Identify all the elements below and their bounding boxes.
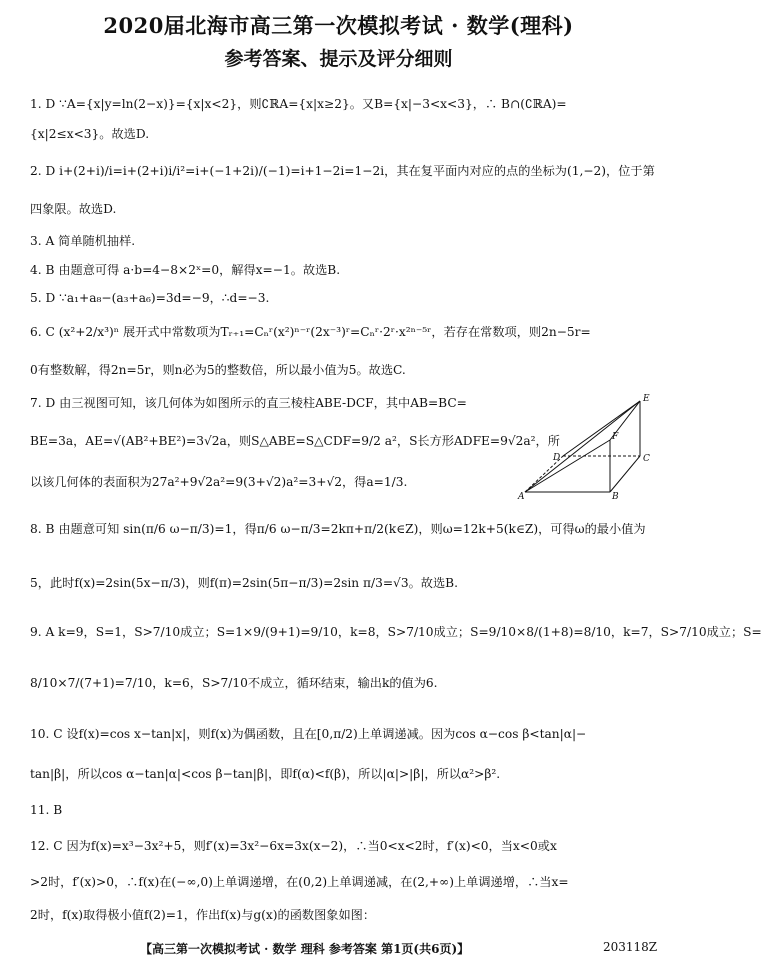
answer-line: 2时，f(x)取得极小值f(2)=1，作出f(x)与g(x)的函数图象如图： [30,908,376,922]
answer-line: 0有整数解，得2n=5r，则n必为5的整数倍，所以最小值为5。故选C. [30,363,406,377]
answer-line: {x|2≤x<3}。故选D. [30,127,150,141]
answer-line: >2时，f′(x)>0，∴f(x)在(−∞,0)上单调递增，在(0,2)上单调递减，在(2,+∞)上单调递增，∴当x= [30,875,569,889]
vertex-label: D [553,453,561,463]
vertex-label: C [643,454,650,464]
answer-line: 1. D ∵A={x|y=ln(2−x)}={x|x<2}，则∁ℝA={x|x≥2}。又B={x|−3<x<3}，∴ B∩(∁ℝA)= [30,97,567,111]
answer-line: 以该几何体的表面积为27a²+9√2a²=9(3+√2)a²=3+√2，得a=1/3. [30,475,408,489]
answer-line: 9. A k=9，S=1，S>7/10成立；S=1×9/(9+1)=9/10，k=8，S>7/10成立；S=9/10×8/(1+8)=8/10，k=7，S>7/10成立；S= [30,625,762,639]
answer-line: tan|β|，所以cos α−tan|α|<cos β−tan|β|，即f(α)<f(β)，所以|α|>|β|，所以α²>β². [30,767,501,781]
answer-line: 5，此时f(x)=2sin(5x−π/3)，则f(π)=2sin(5π−π/3)=2sin π/3=√3。故选B. [30,576,458,590]
answer-line: BE=3a，AE=√(AB²+BE²)=3√2a，则S△ABE=S△CDF=9/2 a²，S长方形ADFE=9√2a²，所 [30,434,560,448]
page-footer: 【高三第一次模拟考试 · 数学 理科 参考答案 第1页(共6页)】 [140,942,470,956]
vertex-label: E [643,394,650,404]
answer-line: 四象限。故选D. [30,202,117,216]
page-subtitle: 参考答案、提示及评分细则 [224,48,453,70]
vertex-label: B [612,492,619,502]
answer-line: 3. A 简单随机抽样. [30,234,136,248]
answer-line: 7. D 由三视图可知，该几何体为如图所示的直三棱柱ABE-DCF，其中AB=BC= [30,396,467,410]
page-title: 2020届北海市高三第一次模拟考试 · 数学(理科) [103,13,574,38]
answer-line: 8/10×7/(7+1)=7/10，k=6，S>7/10不成立，循环结束，输出k的值为6. [30,676,438,690]
answer-line: 11. B [30,803,63,817]
answer-line: 8. B 由题意可知 sin(π/6 ω−π/3)=1，得π/6 ω−π/3=2kπ+π/2(k∈Z)，则ω=12k+5(k∈Z)，可得ω的最小值为 [30,522,646,536]
vertex-label: F [612,432,619,442]
vertex-label: A [518,492,525,502]
document-code: 203118Z [603,940,658,954]
answer-line: 12. C 因为f(x)=x³−3x²+5，则f′(x)=3x²−6x=3x(x−2)，∴当0<x<2时，f′(x)<0，当x<0或x [30,839,557,853]
prism-figure [515,393,655,501]
answer-line: 2. D i+(2+i)/i=i+(2+i)i/i²=i+(−1+2i)/(−1)=i+1−2i=1−2i，其在复平面内对应的点的坐标为(1,−2)，位于第 [30,164,655,178]
answer-line: 6. C (x²+2/x³)ⁿ 展开式中常数项为Tᵣ₊₁=Cₙʳ(x²)ⁿ⁻ʳ(2x⁻³)ʳ=Cₙʳ·2ʳ·x²ⁿ⁻⁵ʳ，若存在常数项，则2n−5r= [30,325,591,339]
answer-line: 10. C 设f(x)=cos x−tan|x|，则f(x)为偶函数，且在[0,π/2)上单调递减。因为cos α−cos β<tan|α|− [30,727,587,741]
answer-line: 5. D ∵a₁+a₈−(a₃+a₆)=3d=−9，∴d=−3. [30,291,270,305]
answer-line: 4. B 由题意可得 a·b=4−8×2ˣ=0，解得x=−1。故选B. [30,263,341,277]
